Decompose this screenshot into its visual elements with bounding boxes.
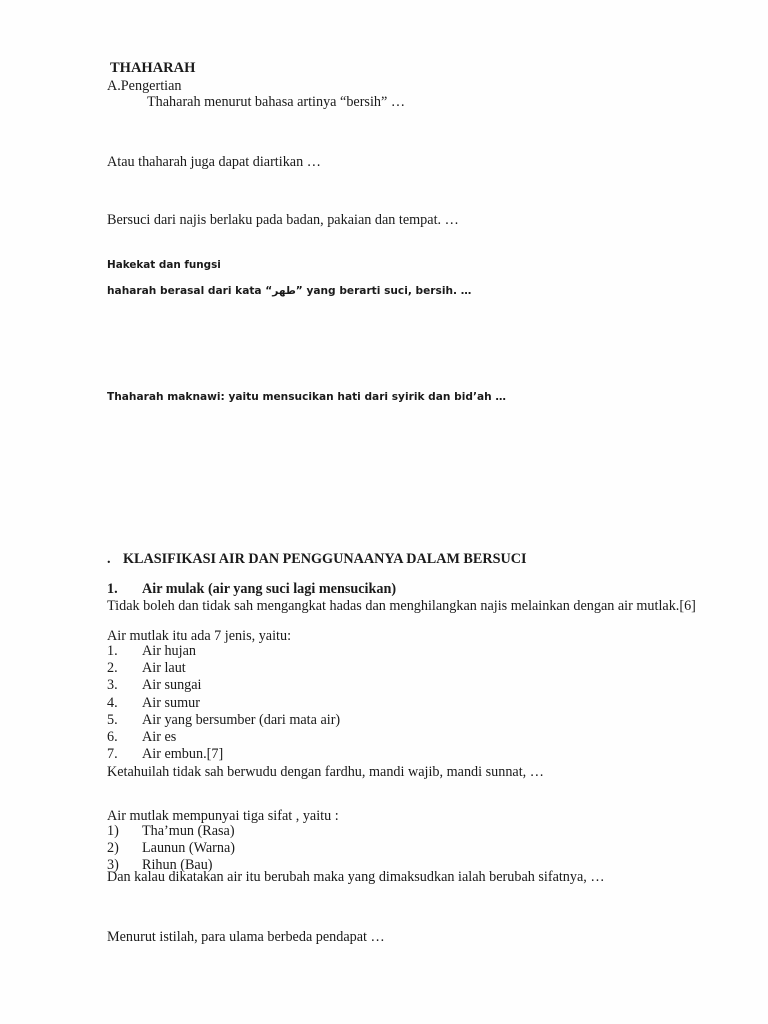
list-text: Rihun (Bau)	[142, 857, 213, 874]
list-item	[107, 823, 235, 840]
list-item	[107, 840, 235, 857]
list-text: Air laut	[142, 660, 186, 677]
list-number: 2.	[107, 660, 118, 677]
list-item	[107, 729, 340, 746]
list-text: Air sungai	[142, 677, 202, 694]
paragraph-hakekat-1: haharah berasal dari kata “طهر” yang berarti suci, bersih. …	[107, 285, 472, 297]
paragraph-pengertian-2: Atau thaharah juga dapat diartikan …	[107, 154, 321, 170]
jenis-intro: Air mutlak itu ada 7 jenis, yaitu:	[107, 628, 292, 644]
subsection-heading	[107, 581, 699, 598]
list-text: Air embun.[7]	[142, 746, 224, 763]
paragraph-menurut: Menurut istilah, para ulama berbeda pendapat …	[107, 929, 385, 945]
paragraph-intro: Tidak boleh dan tidak sah mengangkat hadas dan menghilangkan najis melainkan dengan air mutlak.[6]	[107, 598, 696, 614]
paragraph-pengertian-1: Thaharah menurut bahasa artinya “bersih” …	[147, 94, 406, 110]
list-text: Air sumur	[142, 694, 200, 711]
document-title: THAHARAH	[110, 60, 196, 76]
subtitle-pengertian: A.Pengertian	[107, 78, 182, 94]
paragraph-hakekat-2: Thaharah maknawi: yaitu mensucikan hati dari syirik dan bid’ah …	[107, 391, 506, 403]
jenis-list	[107, 643, 340, 763]
list-text: Air es	[142, 729, 177, 746]
section-bullet: .	[107, 551, 111, 567]
list-item	[107, 643, 340, 660]
list-number: 4.	[107, 694, 118, 711]
list-item	[107, 677, 340, 694]
section-heading	[107, 551, 526, 568]
list-number: 2)	[107, 840, 119, 857]
paragraph-ketahuilah: Ketahuilah tidak sah berwudu dengan fardhu, mandi wajib, mandi sunnat, …	[107, 764, 544, 780]
paragraph-dan-kalau: Dan kalau dikatakan air itu berubah maka yang dimaksudkan ialah berubah sifatnya, …	[107, 869, 605, 885]
list-number: 6.	[107, 729, 118, 746]
subsection-number: 1.	[107, 581, 118, 597]
list-number: 5.	[107, 711, 118, 728]
sifat-list	[107, 823, 235, 875]
heading-hakekat: Hakekat dan fungsi	[107, 259, 221, 271]
list-number: 3.	[107, 677, 118, 694]
list-item	[107, 660, 340, 677]
section-heading-text: KLASIFIKASI AIR DAN PENGGUNAANYA DALAM BERSUCI	[123, 551, 527, 567]
list-text: Air yang bersumber (dari mata air)	[142, 711, 341, 728]
list-number: 1.	[107, 643, 118, 659]
paragraph-pengertian-3: Bersuci dari najis berlaku pada badan, pakaian dan tempat. …	[107, 212, 459, 228]
sifat-intro: Air mutlak mempunyai tiga sifat , yaitu :	[107, 808, 339, 824]
list-text: Air hujan	[142, 643, 196, 659]
list-item	[107, 695, 340, 712]
list-item	[107, 746, 340, 763]
subsection-title: Air mulak (air yang suci lagi mensucikan)	[142, 581, 397, 597]
list-number: 1)	[107, 823, 119, 839]
list-number: 7.	[107, 746, 118, 763]
list-number: 3)	[107, 857, 119, 874]
list-text: Tha’mun (Rasa)	[142, 823, 235, 839]
list-item	[107, 712, 340, 729]
list-text: Launun (Warna)	[142, 840, 236, 857]
